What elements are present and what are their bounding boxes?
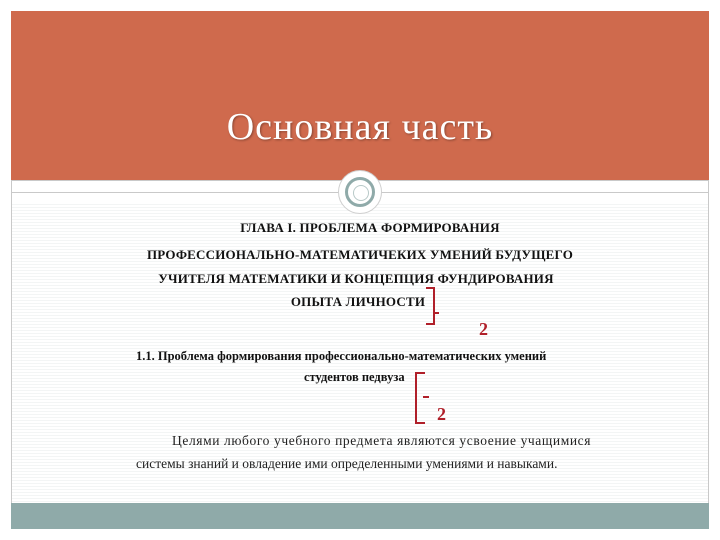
section-heading-line-1: 1.1. Проблема формирования профессионально-математических умений [136,349,547,363]
chapter-heading-line-2: ПРОФЕССИОНАЛЬНО-МАТЕМАТИЧЕКИХ УМЕНИЙ БУДУЩЕГО [146,247,574,262]
chapter-heading-line-3: УЧИТЕЛЯ МАТЕМАТИКИ И КОНЦЕПЦИЯ ФУНДИРОВАНИЯ [158,271,554,286]
slide-footer-bar [11,503,709,529]
body-text-line-2: системы знаний и овладение ими определенными умениями и навыками. [136,456,558,471]
chapter-heading-line-4: ОПЫТА ЛИЧНОСТИ [290,294,426,309]
annotation-bracket-chapter [426,287,435,325]
chapter-heading-line-1: ГЛАВА I. ПРОБЛЕМА ФОРМИРОВАНИЯ [240,220,500,235]
annotation-chapter-spacing: 2 [479,319,488,339]
section-heading-line-2: студентов педвуза [304,370,405,384]
body-text-line-1: Целями любого учебного предмета являются усвоение учащимися [172,433,592,448]
annotation-bracket-section-tick [423,396,429,398]
annotation-section-spacing: 2 [437,404,446,424]
annotation-bracket-section [415,372,425,424]
slide-title: Основная часть [226,106,494,148]
annotation-bracket-chapter-tick [433,312,439,314]
